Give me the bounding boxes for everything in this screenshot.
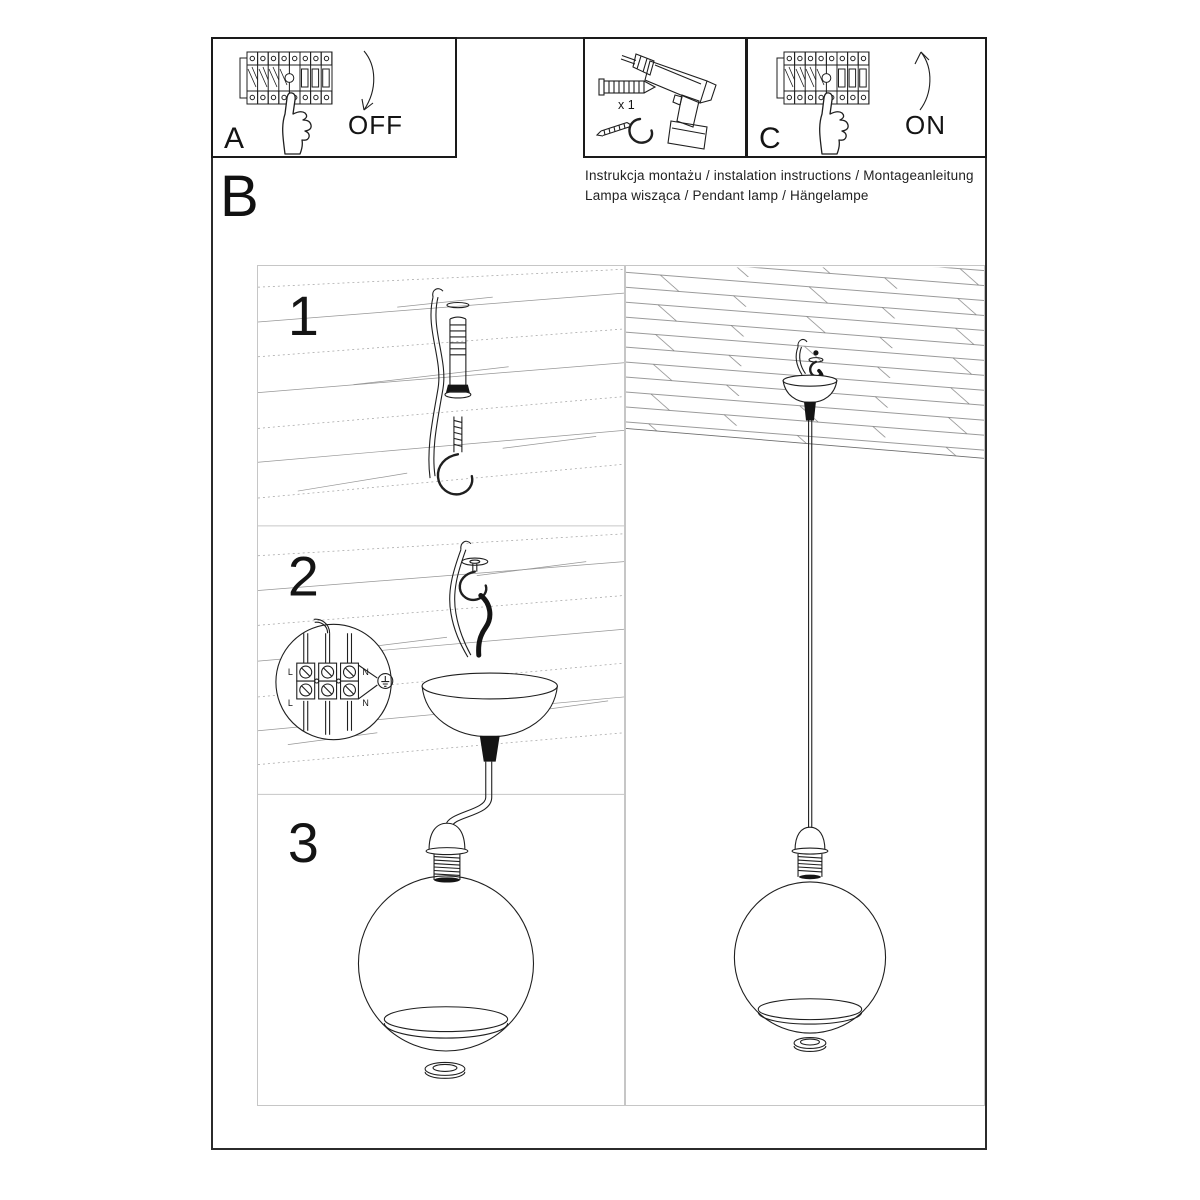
arrow-up-icon <box>920 52 930 110</box>
circuit-breaker-icon <box>240 52 332 104</box>
step1-number: 1 <box>287 284 319 347</box>
step-a-label: A <box>224 122 245 155</box>
glass-sphere-icon <box>734 882 885 1033</box>
step-c-box <box>746 37 987 158</box>
step-a-box <box>211 37 457 158</box>
wall-anchor-icon <box>599 79 655 95</box>
step3-number: 3 <box>287 812 319 875</box>
power-off-label: OFF <box>348 110 403 140</box>
header-line-2: Lampa wisząca / Pendant lamp / Hängelampe <box>585 187 869 203</box>
wire-label-live-bottom: L <box>287 697 293 708</box>
step3-shade-assembly <box>358 823 533 1078</box>
wire-label-neutral-top: N <box>362 667 369 678</box>
cord-icon <box>809 420 812 836</box>
wire-icon <box>429 289 444 478</box>
retaining-ring-icon <box>794 1038 826 1052</box>
steps-panel <box>257 265 625 1106</box>
wire-label-live-top: L <box>287 667 293 678</box>
cable-loop-icon <box>479 595 490 655</box>
drill-icon <box>621 54 716 149</box>
result-panel <box>625 265 985 1106</box>
lamp-socket-icon <box>426 823 468 882</box>
power-on-label: ON <box>905 110 946 140</box>
anchor-quantity-label: x 1 <box>618 98 635 112</box>
lamp-socket-icon <box>792 827 828 879</box>
finished-lamp-illustration <box>626 266 984 1105</box>
wall-anchor-icon <box>445 317 471 398</box>
hook-icon <box>629 119 652 143</box>
step2-number: 2 <box>287 545 319 608</box>
header-line-1: Instrukcja montażu / instalation instructions / Montageanleitung <box>585 168 974 183</box>
wiring-detail-inset <box>276 619 393 739</box>
ceiling-hatch <box>626 267 984 458</box>
step-c-label: C <box>759 122 781 155</box>
sphere-opening-rim <box>758 999 861 1024</box>
drill-hole-icon <box>447 302 469 307</box>
breaker-on-illustration <box>748 39 985 156</box>
steps-illustration <box>258 266 624 1105</box>
tools-illustration <box>585 39 745 156</box>
arrow-down-icon <box>364 51 374 110</box>
circuit-breaker-icon <box>777 52 869 104</box>
breaker-off-illustration <box>213 39 455 156</box>
installed-hook-icon <box>460 558 488 600</box>
step1-anchor-and-hook <box>429 289 472 495</box>
section-label: B <box>220 164 259 229</box>
tools-box <box>583 37 747 158</box>
wire-label-neutral-bottom: N <box>362 697 369 708</box>
screw-icon <box>597 123 631 137</box>
sphere-opening-rim <box>384 1007 507 1038</box>
header-text <box>585 166 985 205</box>
ceiling-hook-icon <box>438 416 472 494</box>
retaining-ring-icon <box>425 1062 465 1078</box>
